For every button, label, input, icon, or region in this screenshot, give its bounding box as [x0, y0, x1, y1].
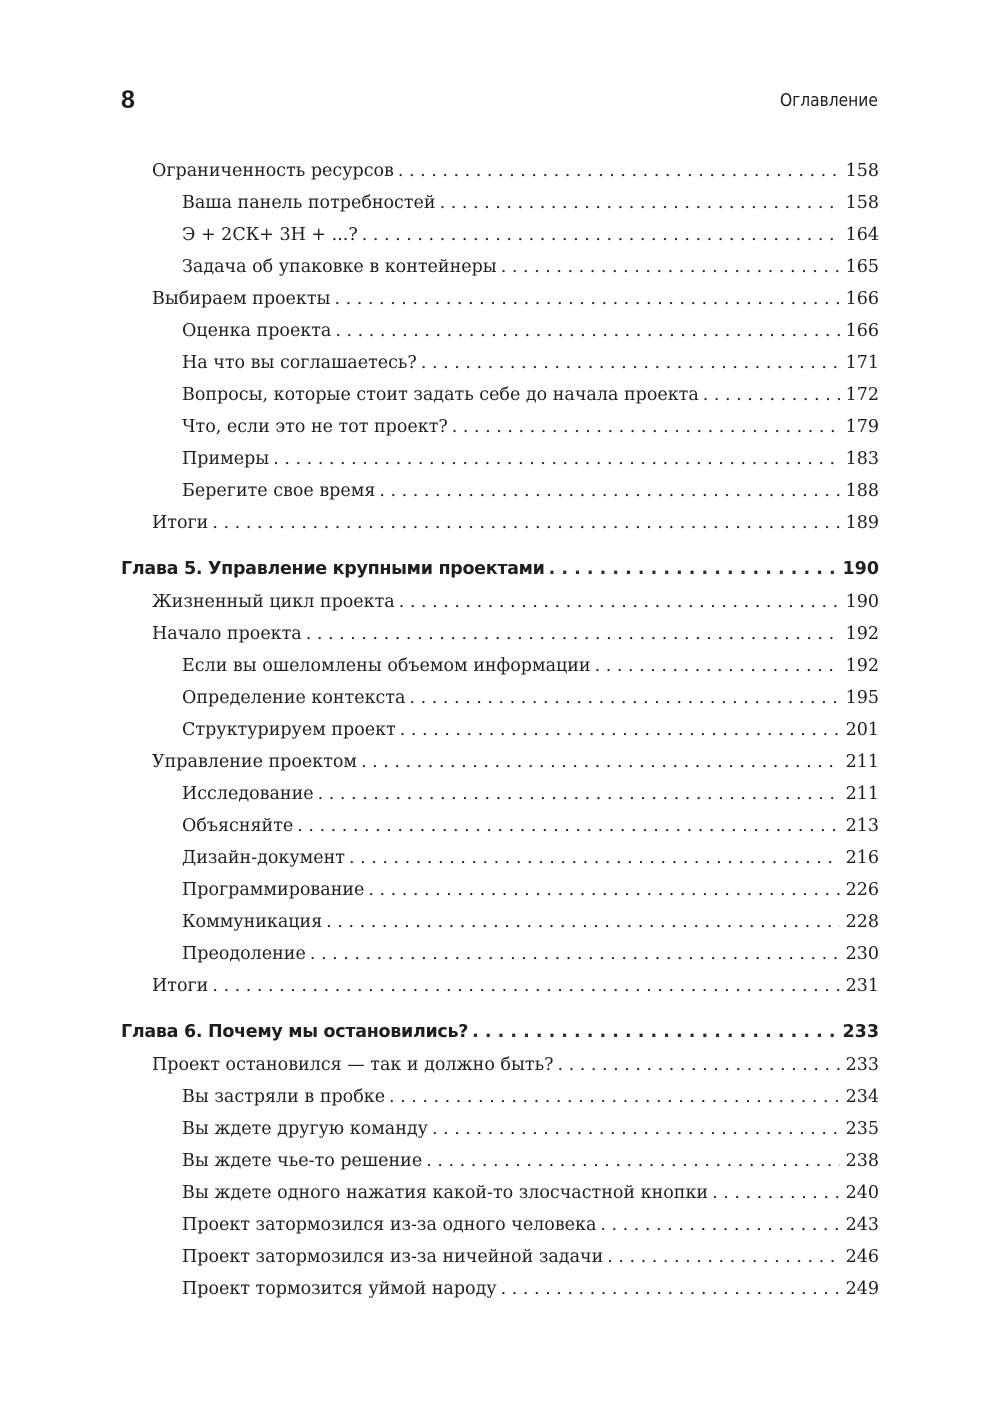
- toc-entry-title: Итоги: [152, 513, 209, 533]
- toc-entry-page: 238: [845, 1151, 879, 1171]
- toc-entry: [121, 379, 879, 411]
- toc-entry-page: 228: [845, 912, 879, 932]
- toc-entry-title: Если вы ошеломлены объемом информации: [182, 656, 591, 676]
- toc-entry-page: 171: [845, 353, 879, 373]
- toc-entry-title: Определение контекста: [182, 688, 406, 708]
- toc-entry: [121, 746, 879, 778]
- toc-entry-page: 164: [845, 225, 879, 245]
- toc-entry-title: Структурируем проект: [182, 720, 396, 740]
- toc-entry-page: 233: [845, 1055, 879, 1075]
- dot-leader: [432, 1113, 840, 1145]
- toc-entry-page: 213: [845, 816, 879, 836]
- toc-entry-title: Проект тормозится уймой народу: [182, 1279, 497, 1299]
- toc-entry-title: Задача об упаковке в контейнеры: [182, 257, 497, 277]
- dot-leader: [297, 810, 839, 842]
- toc-entry-title: Ваша панель потребностей: [182, 193, 436, 213]
- toc-entry-page: 233: [842, 1022, 879, 1042]
- toc-entry-page: 216: [845, 848, 879, 868]
- dot-leader: [306, 618, 840, 650]
- dot-leader: [452, 411, 840, 443]
- toc-entry-title: Проект остановился — так и должно быть?: [152, 1055, 554, 1075]
- dot-leader: [326, 906, 839, 938]
- toc-entry: [121, 1049, 879, 1081]
- dot-leader: [399, 586, 840, 618]
- dot-leader: [349, 842, 840, 874]
- dot-leader: [361, 746, 840, 778]
- toc-entry-page: 211: [845, 784, 879, 804]
- toc-entry-page: 172: [845, 385, 879, 405]
- toc-entry-title: Глава 5. Управление крупными проектами: [121, 559, 545, 579]
- running-head: Оглавление: [780, 90, 878, 111]
- toc-entry: [121, 347, 879, 379]
- toc-entry-title: Что, если это не тот проект?: [182, 417, 448, 437]
- dot-leader: [212, 970, 839, 1002]
- toc-entry-title: Глава 6. Почему мы остановились?: [121, 1022, 469, 1042]
- toc-entry-title: Ограниченность ресурсов: [152, 161, 394, 181]
- table-of-contents: [121, 155, 879, 1305]
- toc-entry: [121, 810, 879, 842]
- toc-entry-title: Итоги: [152, 976, 209, 996]
- toc-entry-page: 243: [845, 1215, 879, 1235]
- toc-entry: [121, 475, 879, 507]
- toc-entry: [121, 315, 879, 347]
- toc-entry-title: Проект затормозился из-за одного человека: [182, 1215, 597, 1235]
- toc-entry-page: 226: [845, 880, 879, 900]
- toc-entry-page: 235: [845, 1119, 879, 1139]
- dot-leader: [398, 155, 840, 187]
- dot-leader: [440, 187, 840, 219]
- dot-leader: [557, 1049, 839, 1081]
- dot-leader: [400, 714, 840, 746]
- toc-entry: [121, 443, 879, 475]
- toc-entry-page: 166: [845, 289, 879, 309]
- toc-entry: [121, 682, 879, 714]
- dot-leader: [335, 315, 839, 347]
- toc-entry: [121, 650, 879, 682]
- toc-entry-title: Берегите свое время: [182, 481, 376, 501]
- dot-leader: [703, 379, 840, 411]
- toc-entry: [121, 155, 879, 187]
- toc-entry-title: Управление проектом: [152, 752, 358, 772]
- dot-leader: [501, 1273, 840, 1305]
- toc-entry-page: 192: [845, 656, 879, 676]
- toc-entry-page: 190: [845, 592, 879, 612]
- toc-entry: [121, 219, 879, 251]
- toc-entry-page: 158: [845, 161, 879, 181]
- toc-entry: [121, 778, 879, 810]
- toc-entry: [121, 1209, 879, 1241]
- dot-leader: [273, 443, 839, 475]
- toc-entry-title: Исследование: [182, 784, 314, 804]
- toc-entry-page: 231: [845, 976, 879, 996]
- toc-entry: [121, 1113, 879, 1145]
- toc-entry-page: 183: [845, 449, 879, 469]
- toc-entry-page: 211: [845, 752, 879, 772]
- toc-entry: [121, 1145, 879, 1177]
- page-number: 8: [121, 86, 135, 114]
- toc-entry-title: Преодоление: [182, 944, 306, 964]
- toc-entry-title: Э + 2СК+ 3Н + ...?: [182, 225, 358, 245]
- toc-entry: [121, 507, 879, 539]
- toc-entry: [121, 187, 879, 219]
- toc-entry-page: 190: [842, 559, 879, 579]
- dot-leader: [426, 1145, 839, 1177]
- toc-entry-page: 234: [845, 1087, 879, 1107]
- toc-entry-page: 166: [845, 321, 879, 341]
- toc-entry-title: Вы ждете другую команду: [182, 1119, 428, 1139]
- toc-entry: [121, 586, 879, 618]
- toc-chapter-entry: [121, 1016, 879, 1049]
- dot-leader: [362, 219, 840, 251]
- toc-entry-title: Вопросы, которые стоит задать себе до начала проекта: [182, 385, 699, 405]
- toc-entry: [121, 970, 879, 1002]
- dot-leader: [318, 778, 840, 810]
- toc-entry: [121, 1241, 879, 1273]
- toc-entry-title: Коммуникация: [182, 912, 323, 932]
- dot-leader: [607, 1241, 839, 1273]
- toc-entry-page: 246: [845, 1247, 879, 1267]
- dot-leader: [600, 1209, 839, 1241]
- toc-entry-title: Вы ждете чье-то решение: [182, 1151, 423, 1171]
- toc-entry-title: Жизненный цикл проекта: [152, 592, 395, 612]
- toc-entry-page: 240: [845, 1183, 879, 1203]
- dot-leader: [712, 1177, 840, 1209]
- toc-entry-page: 195: [845, 688, 879, 708]
- toc-entry-page: 249: [845, 1279, 879, 1299]
- toc-entry: [121, 938, 879, 970]
- toc-entry: [121, 874, 879, 906]
- toc-entry-page: 189: [845, 513, 879, 533]
- toc-entry: [121, 251, 879, 283]
- toc-entry: [121, 1177, 879, 1209]
- toc-entry-title: Проект затормозился из-за ничейной задачи: [182, 1247, 604, 1267]
- dot-leader: [368, 874, 839, 906]
- toc-entry-title: Дизайн-документ: [182, 848, 345, 868]
- toc-entry-title: Объясняйте: [182, 816, 294, 836]
- toc-entry-page: 230: [845, 944, 879, 964]
- toc-entry-title: На что вы соглашаетесь?: [182, 353, 417, 373]
- toc-entry: [121, 283, 879, 315]
- toc-entry: [121, 1273, 879, 1305]
- toc-entry-page: 158: [845, 193, 879, 213]
- toc-entry-title: Примеры: [182, 449, 270, 469]
- toc-entry: [121, 842, 879, 874]
- dot-leader: [595, 650, 840, 682]
- dot-leader: [212, 507, 839, 539]
- dot-leader: [501, 251, 840, 283]
- toc-entry-title: Вы ждете одного нажатия какой-то злосчастной кнопки: [182, 1183, 709, 1203]
- dot-leader: [549, 553, 837, 586]
- dot-leader: [379, 475, 839, 507]
- toc-entry: [121, 1081, 879, 1113]
- dot-leader: [421, 347, 840, 379]
- toc-entry: [121, 411, 879, 443]
- toc-entry-page: 192: [845, 624, 879, 644]
- toc-entry: [121, 618, 879, 650]
- toc-entry: [121, 714, 879, 746]
- toc-entry-title: Начало проекта: [152, 624, 302, 644]
- dot-leader: [334, 283, 839, 315]
- toc-chapter-entry: [121, 553, 879, 586]
- toc-entry-page: 188: [845, 481, 879, 501]
- toc-entry-title: Программирование: [182, 880, 365, 900]
- dot-leader: [310, 938, 840, 970]
- toc-entry-title: Оценка проекта: [182, 321, 332, 341]
- dot-leader: [389, 1081, 840, 1113]
- toc-entry-page: 201: [845, 720, 879, 740]
- toc-entry-page: 165: [845, 257, 879, 277]
- toc-entry-title: Вы застряли в пробке: [182, 1087, 386, 1107]
- toc-entry: [121, 906, 879, 938]
- toc-entry-page: 179: [845, 417, 879, 437]
- dot-leader: [472, 1016, 836, 1049]
- toc-entry-title: Выбираем проекты: [152, 289, 331, 309]
- dot-leader: [409, 682, 839, 714]
